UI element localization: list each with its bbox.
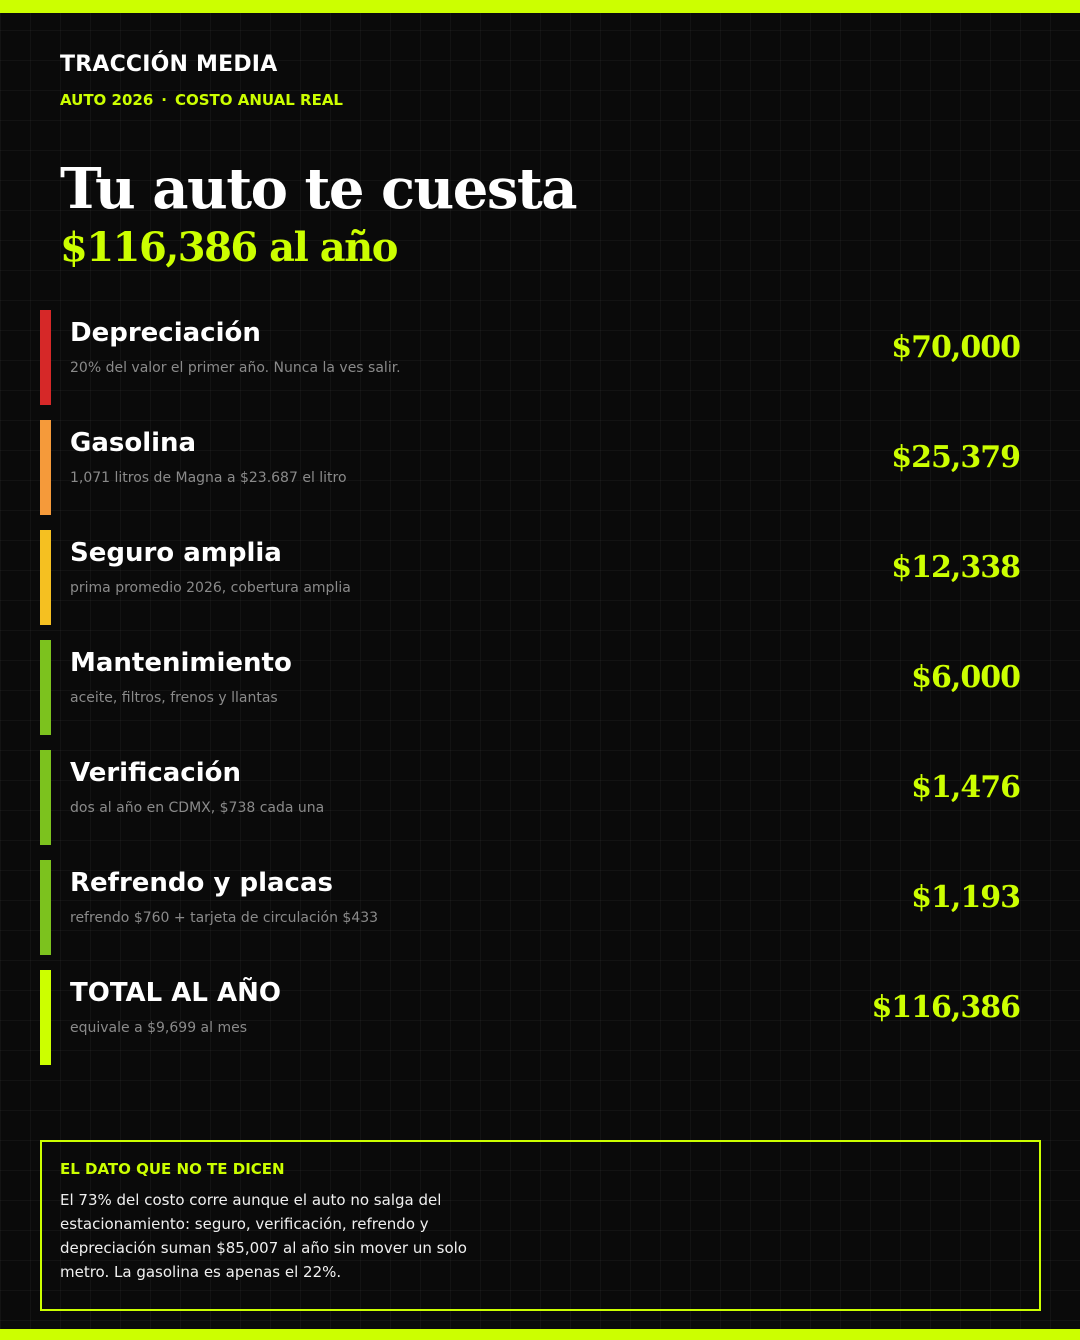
cost-row-verificacion [40,750,1020,845]
fact-body: El 73% del costo corre aunque el auto no salga del estacionamiento: seguro, verificación, refrendo y depreciación suman $85,007 al año sin mover un solo metro. La gasolina es apenas el 22%. [60,1191,467,1281]
cost-label: Seguro amplia [70,538,282,568]
cost-value: $1,193 [911,880,1020,915]
cost-color-bar [40,640,51,735]
cost-label: Gasolina [70,428,197,458]
subtitle-separator: · [161,91,167,109]
cost-row-total [40,970,1020,1065]
cost-color-bar [40,420,51,515]
cost-description: prima promedio 2026, cobertura amplia [70,580,351,596]
cost-label: Mantenimiento [70,648,292,678]
cost-label: Verificación [70,758,241,788]
cost-row-depreciacion [40,310,1020,405]
cost-value: $12,338 [891,550,1020,585]
cost-color-bar [40,530,51,625]
cost-list [40,310,1020,1080]
cost-color-bar [40,310,51,405]
cost-color-bar [40,860,51,955]
cost-value: $6,000 [911,660,1020,695]
fact-callout-box [40,1140,1041,1311]
cost-row-mantenimiento [40,640,1020,735]
brand-name: TRACCIÓN MEDIA [60,52,278,77]
cost-value: $70,000 [891,330,1020,365]
top-accent-bar [0,0,1080,13]
headline: Tu auto te cuesta [60,156,577,222]
subtitle [60,91,343,109]
cost-color-bar [40,750,51,845]
subtitle-left: AUTO 2026 [60,91,154,109]
cost-row-refrendo [40,860,1020,955]
cost-description: 20% del valor el primer año. Nunca la ves salir. [70,360,401,376]
cost-label: Depreciación [70,318,261,348]
cost-row-gasolina [40,420,1020,515]
cost-description: refrendo $760 + tarjeta de circulación $433 [70,910,379,926]
total-description: equivale a $9,699 al mes [70,1020,248,1036]
cost-color-bar [40,970,51,1065]
cost-description: aceite, filtros, frenos y llantas [70,690,278,706]
cost-description: dos al año en CDMX, $738 cada una [70,800,325,816]
headline-amount: $116,386 al año [60,224,397,271]
total-label: TOTAL AL AÑO [70,978,282,1008]
subtitle-right: COSTO ANUAL REAL [174,91,343,109]
cost-value: $1,476 [911,770,1020,805]
cost-value: $25,379 [891,440,1020,475]
bottom-accent-bar [0,1329,1080,1340]
cost-description: 1,071 litros de Magna a $23.687 el litro [70,470,347,486]
fact-title: EL DATO QUE NO TE DICEN [60,1160,285,1178]
total-value: $116,386 [871,990,1020,1025]
cost-label: Refrendo y placas [70,868,333,898]
cost-row-seguro [40,530,1020,625]
